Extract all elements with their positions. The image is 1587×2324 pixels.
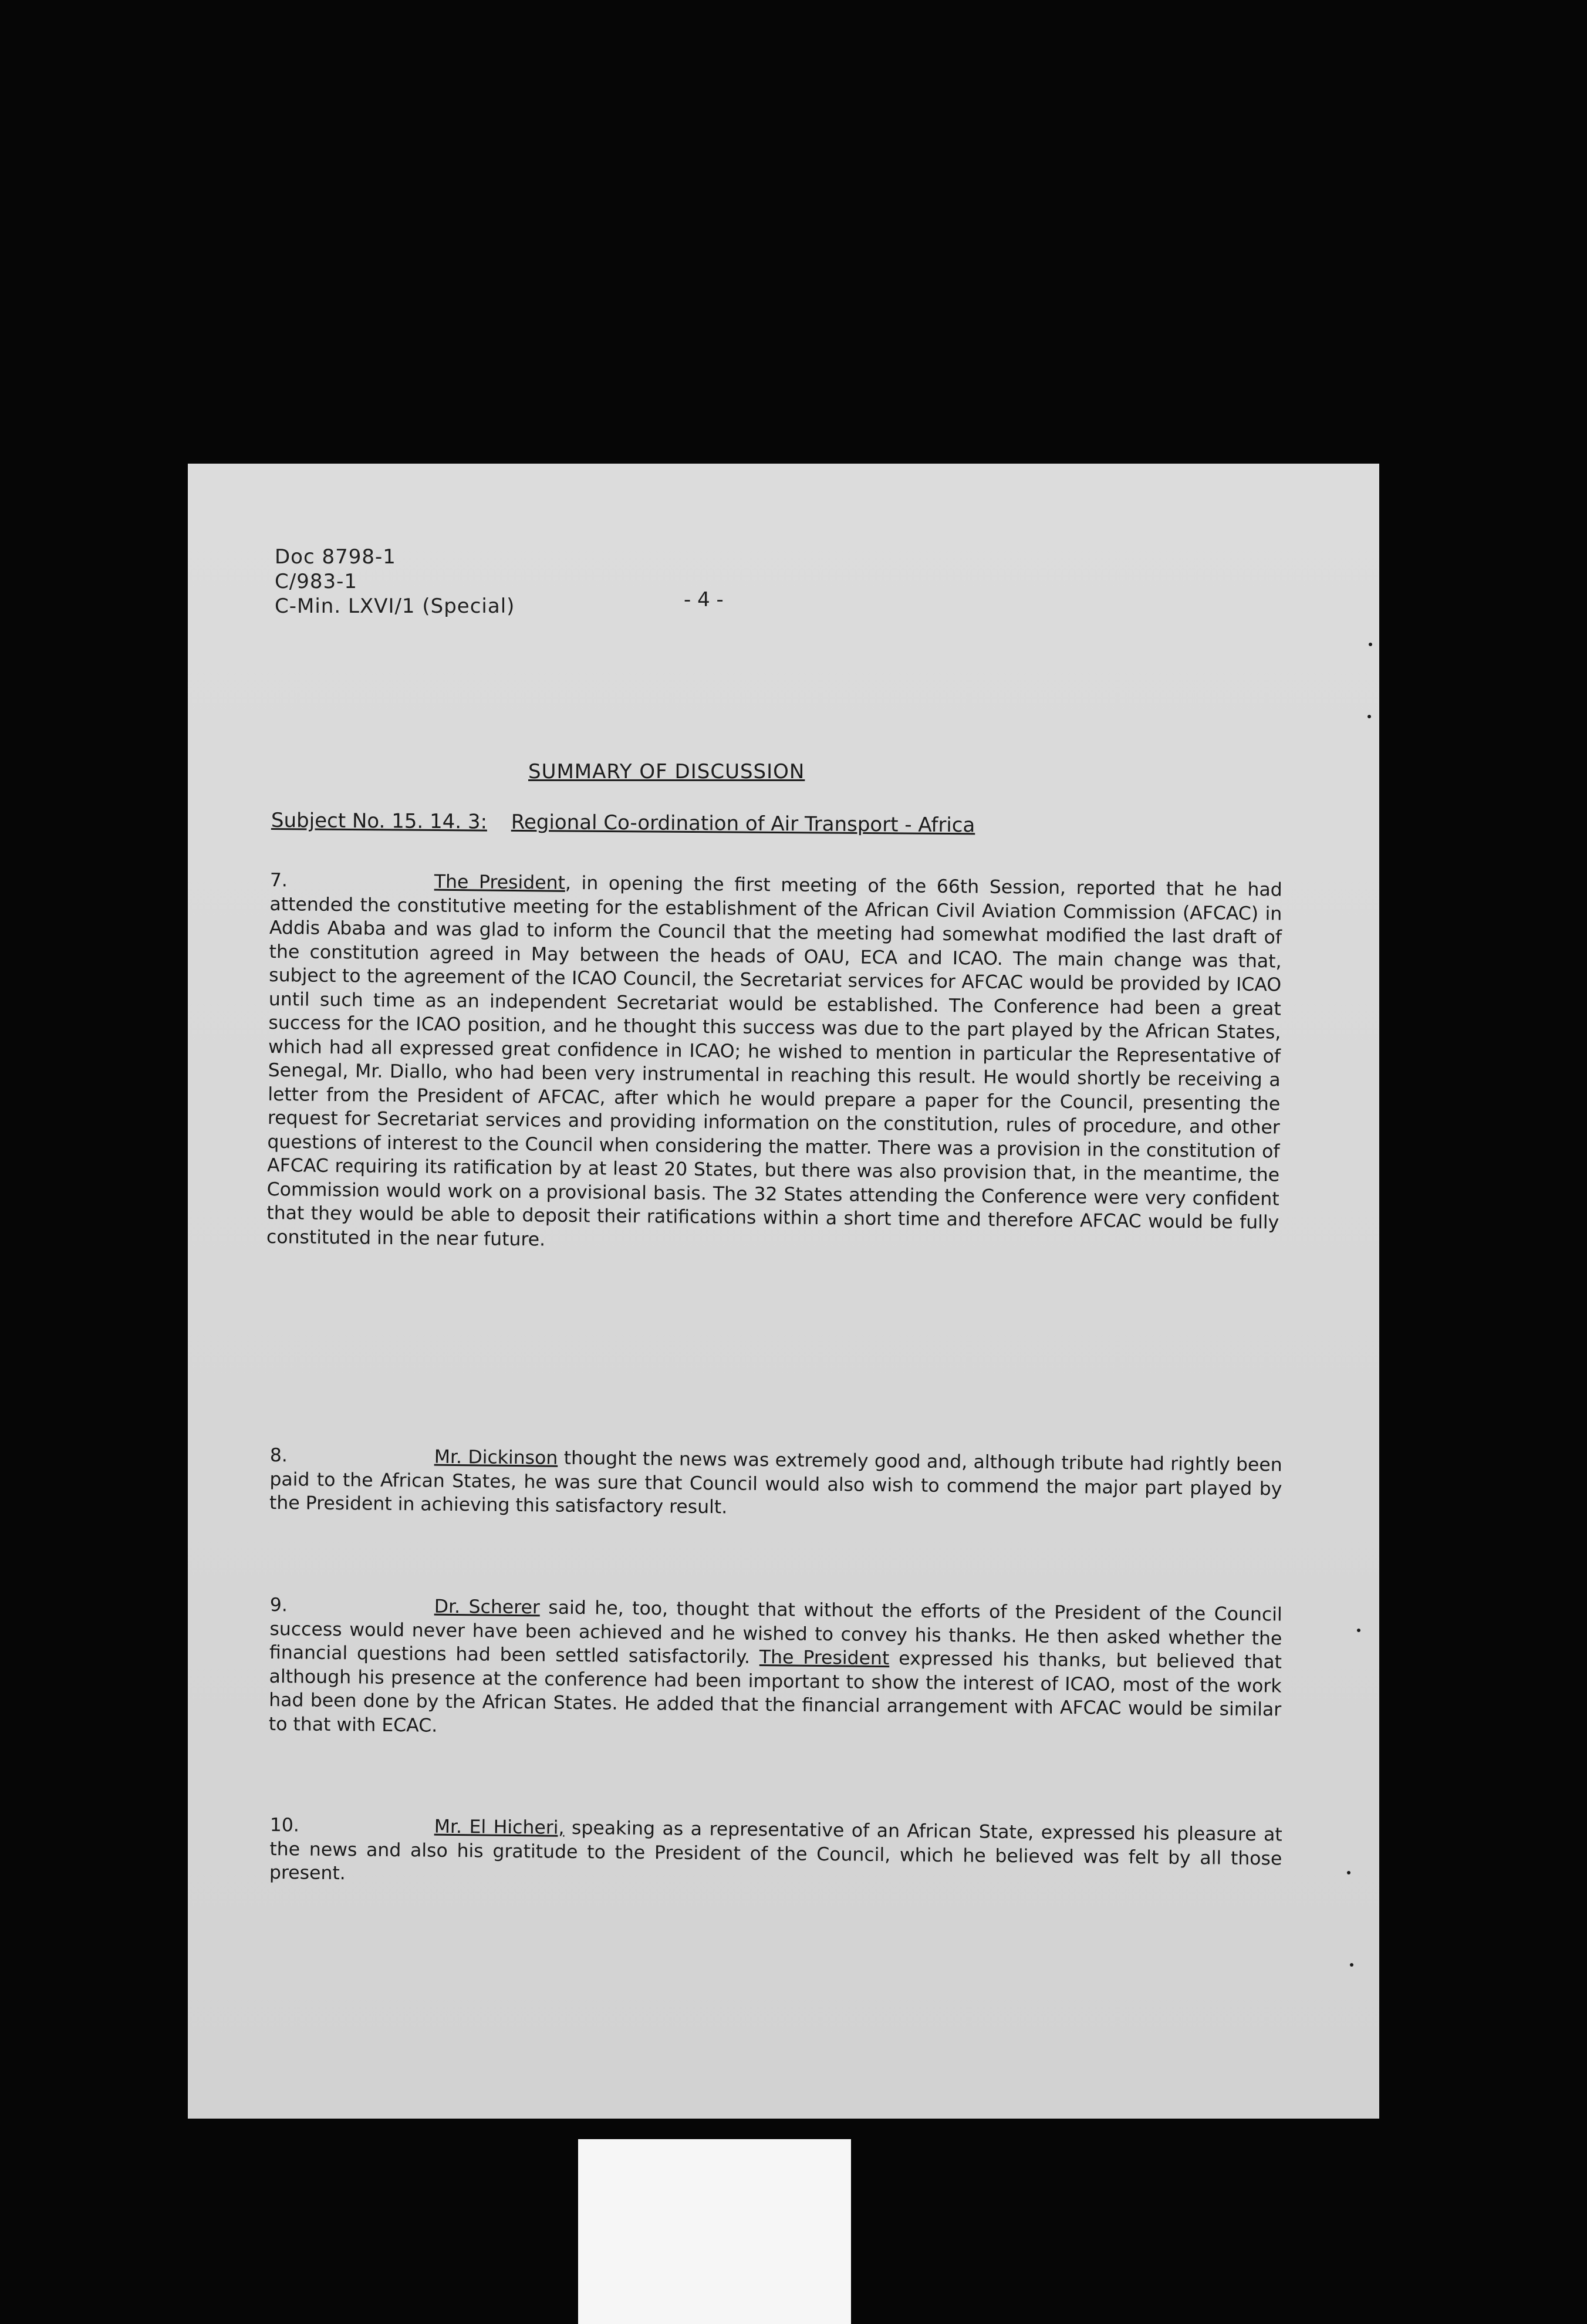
white-card [578, 2139, 851, 2324]
paragraph-text: , in opening the first meeting of the 66th Session, reported that he had attended the constitutive meeting for the establishment of the African Civil Aviation Commission (AFCAC) in Addis Ababa and was glad to inform the Council that the meeting had somewhat modified the last draft of the constitution agreed in May between the heads of OAU, ECA and ICAO. The main change was that, subject to the agreement of the ICAO Council, the Secretariat services for AFCAC would be provided by ICAO until such time as an independent Secretariat would be established. The Conference had been a great success for the ICAO position, and he thought this success was due to the part played by the African States, which had all expressed great confidence in ICAO; he wished to mention in particular the Representative of Senegal, Mr. Diallo, who had been very instrumental in reaching this result. He would shortly be receiving a letter from the President of AFCAC, after which he would prepare a paper for the Council, presenting the request for Secretariat services and providing information on the constitution, rules of procedure, and other questions of interest to the Council when considering the matter. There was a provision in the constitution of AFCAC requiring its ratification by at least 20 States, but there was also provision that, in the meantime, the Commission would work on a provisional basis. The 32 States attending the Conference were very confident that they would be able to deposit their ratifications within a short time and therefore AFCAC would be fully constituted in the near future. [266, 872, 1282, 1251]
council-doc-number: C/983-1 [275, 570, 357, 593]
paragraph-7 [266, 869, 1282, 1259]
second-speaker-name: The President [759, 1647, 890, 1670]
speaker-name: Mr. Dickinson [434, 1446, 558, 1469]
paragraph-number: 7. [269, 869, 288, 891]
scan-speck [1369, 643, 1372, 646]
speaker-name: The President [434, 871, 566, 894]
speaker-name: Mr. El Hicheri, [434, 1816, 565, 1839]
doc-number: Doc 8798-1 [275, 545, 396, 569]
paragraph-8 [269, 1444, 1282, 1525]
paragraph-number: 8. [269, 1445, 288, 1467]
paragraph-text: speaking as a representative of an African State, expressed his pleasure at the news and also his gratitude to the President of the Council, which he believed was felt by all those present. [269, 1817, 1282, 1884]
subject-label: Subject No. 15. 14. 3: [271, 809, 488, 834]
scan-speck [1350, 1963, 1353, 1967]
document-page [188, 464, 1379, 2119]
section-heading: SUMMARY OF DISCUSSION [528, 760, 805, 783]
paragraph-number: 9. [269, 1595, 288, 1616]
paragraph-10 [269, 1813, 1282, 1894]
document-reference [275, 545, 515, 619]
paragraph-9 [269, 1593, 1282, 1746]
paragraph-number: 10. [269, 1815, 300, 1836]
scan-speck [1357, 1629, 1360, 1632]
subject-line [271, 809, 975, 837]
subject-title: Regional Co-ordination of Air Transport - Africa [511, 810, 975, 837]
paragraph-text: thought the news was extremely good and, although tribute had rightly been paid to the African States, he was sure that Council would also wish to commend the major part played by the President in achieving this satisfactory result. [269, 1447, 1282, 1518]
page-number: - 4 - [684, 588, 724, 612]
minutes-reference: C-Min. LXVI/1 (Special) [275, 594, 515, 618]
paragraph-text-continued: expressed his thanks, but believed that although his presence at the conference had been important to show the interest of ICAO, most of the work had been done by the African States. He added that the financial arrangement with AFCAC would be similar to that with ECAC. [268, 1648, 1282, 1737]
scan-speck [1347, 1871, 1350, 1874]
paragraph-text: said he, too, thought that without the efforts of the President of the Council success would never have been achieved and he wished to convey his thanks. He then asked whether the financial questions had been settled satisfactorily. [269, 1597, 1282, 1668]
scan-speck [1367, 715, 1371, 718]
speaker-name: Dr. Scherer [434, 1596, 541, 1619]
